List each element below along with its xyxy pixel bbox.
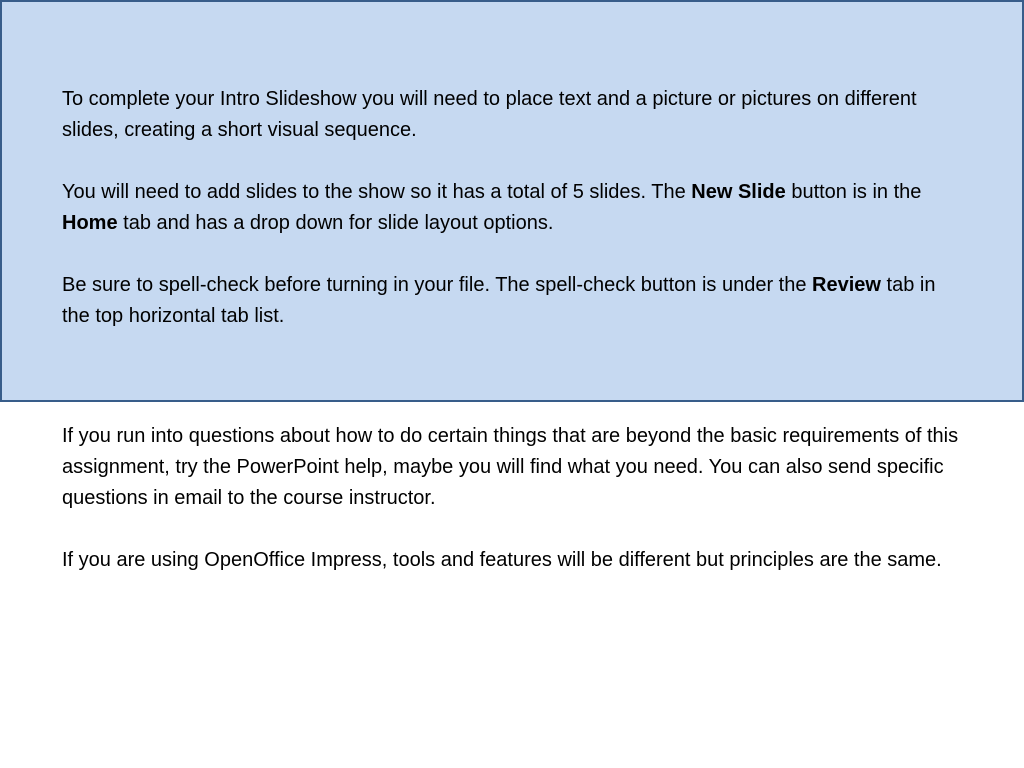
- new-slide-text-1: You will need to add slides to the show so it has a total of 5 slides. The: [62, 181, 692, 203]
- new-slide-text-2: button is in the: [785, 181, 922, 203]
- instructions-text: [62, 84, 962, 332]
- new-slide-term: New Slide: [691, 181, 786, 203]
- spell-check-text-1: Be sure to spell-check before turning in your file. The spell-check button is under the: [62, 274, 813, 296]
- help-text: [62, 421, 962, 576]
- spell-check-text-2: tab in the top horizontal tab list.: [62, 274, 936, 327]
- help-paragraph: If you run into questions about how to do certain things that are beyond the basic requirements of this assignment, try the PowerPoint help, maybe you will find what you need. You can also send specific questions in email to the course instructor.: [62, 425, 959, 509]
- intro-paragraph: To complete your Intro Slideshow you will need to place text and a picture or pictures on different slides, creating a short visual sequence.: [62, 88, 917, 141]
- home-tab-term: Home: [62, 212, 118, 234]
- openoffice-paragraph: If you are using OpenOffice Impress, tools and features will be different but principles are the same.: [62, 549, 942, 571]
- new-slide-text-3: tab and has a drop down for slide layout options.: [117, 212, 554, 234]
- new-slide-paragraph: [62, 177, 962, 239]
- review-tab-term: Review: [812, 274, 881, 296]
- spell-check-paragraph: [62, 270, 962, 332]
